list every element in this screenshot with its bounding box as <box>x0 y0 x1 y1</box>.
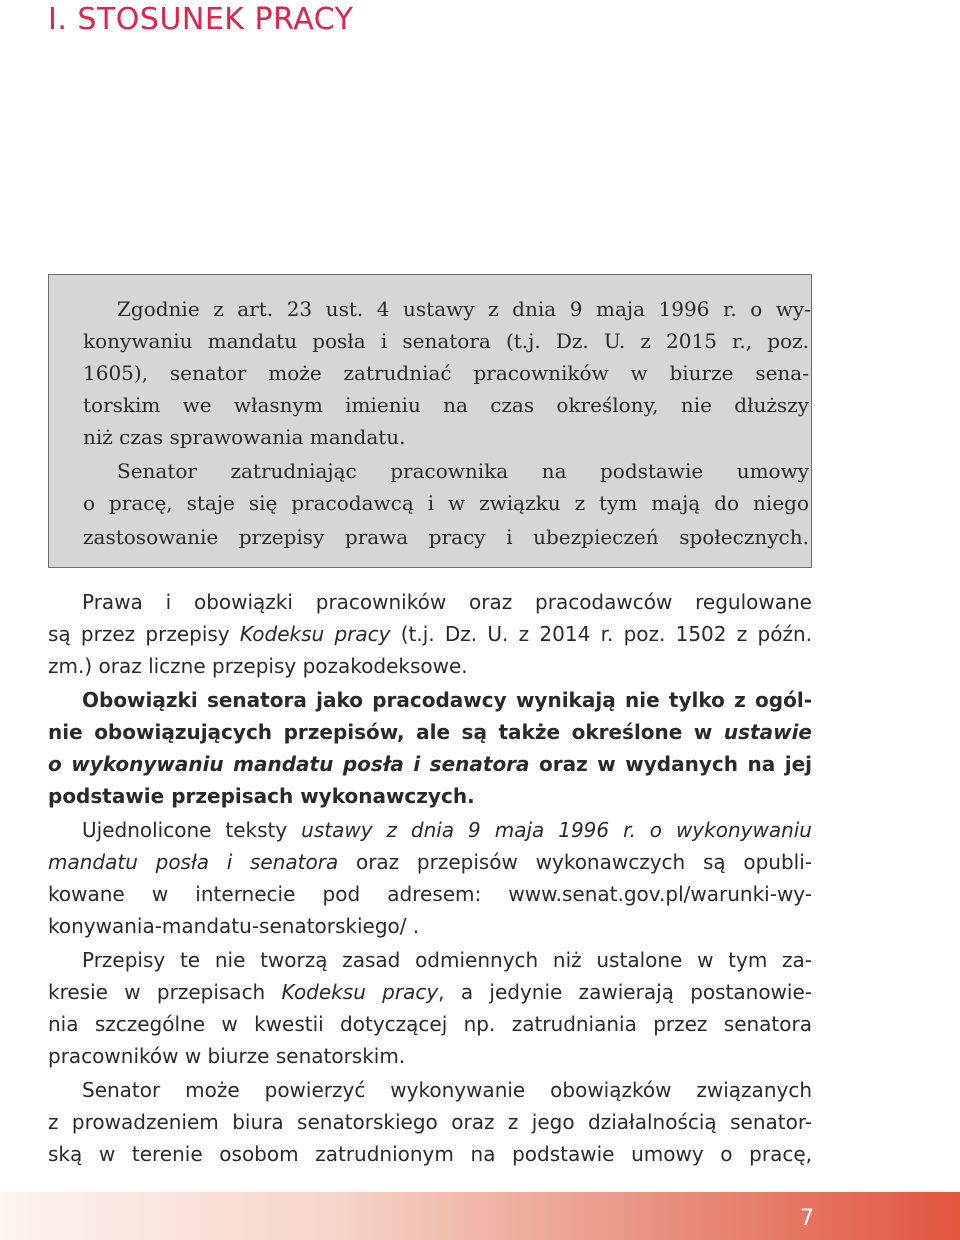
paragraph-line <box>48 622 812 646</box>
page-number: 7 <box>800 1206 814 1231</box>
paragraph-line: Prawa i obowiązki pracowników oraz pracodawców regulowane <box>82 590 812 614</box>
box-line: Zgodnie z art. 23 ust. 4 ustawy z dnia 9 maja 1996 r. o wy- <box>117 297 811 321</box>
footer-gradient-band <box>0 1192 960 1240</box>
paragraph-line: Przepisy te nie tworzą zasad odmiennych niż ustalone w tym za- <box>82 948 812 972</box>
italic-text: Kodeksu pracy <box>281 980 439 1004</box>
paragraph-line <box>48 850 812 874</box>
paragraph-line: kowane w internecie pod adresem: www.senat.gov.pl/warunki-wy- <box>48 882 812 906</box>
text-run: (t.j. Dz. U. z 2014 r. poz. 1502 z późn. <box>390 622 812 646</box>
paragraph-line <box>48 720 812 744</box>
paragraph-line <box>48 752 812 776</box>
paragraph-line: Senator może powierzyć wykonywanie obowiązków związanych <box>82 1078 812 1102</box>
paragraph-line: nia szczególne w kwestii dotyczącej np. zatrudniania przez senatora <box>48 1012 812 1036</box>
box-line: niż czas sprawowania mandatu. <box>83 425 406 449</box>
box-line: 1605), senator może zatrudniać pracowników w biurze sena- <box>83 361 809 385</box>
text-run: kresie w przepisach <box>48 980 282 1004</box>
body-text <box>48 0 812 1240</box>
text-run: oraz w wydanych na jej <box>529 752 812 776</box>
italic-text: o wykonywaniu mandatu posła i senatora <box>48 752 530 776</box>
italic-text: Kodeksu pracy <box>239 622 391 646</box>
text-run: , a jedynie zawierają postanowie- <box>438 980 812 1004</box>
paragraph-line: pracowników w biurze senatorskim. <box>48 1044 406 1068</box>
box-line: torskim we własnym imieniu na czas określony, nie dłuższy <box>83 393 809 417</box>
paragraph-line: z prowadzeniem biura senatorskiego oraz z jego działalnością senator- <box>48 1110 812 1134</box>
italic-text: ustawie <box>723 720 812 744</box>
paragraph-line: konywania-mandatu-senatorskiego/ . <box>48 914 420 938</box>
box-line: Senator zatrudniając pracownika na podstawie umowy <box>117 459 809 483</box>
paragraph-line: podstawie przepisach wykonawczych. <box>48 784 475 808</box>
box-line: o pracę, staje się pracodawcą i w związku z tym mają do niego <box>83 491 809 515</box>
italic-text: ustawy z dnia 9 maja 1996 r. o wykonywaniu <box>301 818 812 842</box>
paragraph-line: zm.) oraz liczne przepisy pozakodeksowe. <box>48 654 468 678</box>
text-run: są przez przepisy <box>48 622 240 646</box>
paragraph-line <box>82 818 812 842</box>
box-line: konywaniu mandatu posła i senatora (t.j. Dz. U. z 2015 r., poz. <box>83 329 809 353</box>
paragraph-line: ską w terenie osobom zatrudnionym na podstawie umowy o pracę, <box>48 1142 812 1166</box>
chapter-title: I. STOSUNEK PRACY <box>48 2 354 37</box>
text-run: oraz przepisów wykonawczych są opubli- <box>338 850 812 874</box>
italic-text: mandatu posła i senatora <box>48 850 339 874</box>
text-run: Ujednolicone teksty <box>82 818 302 842</box>
box-line: zastosowanie przepisy prawa pracy i ubezpieczeń społecznych. <box>83 525 809 549</box>
paragraph-line: Obowiązki senatora jako pracodawcy wynikają nie tylko z ogól- <box>82 688 812 712</box>
paragraph-line <box>48 980 812 1004</box>
text-run: nie obowiązujących przepisów, ale są także określone w <box>48 720 724 744</box>
